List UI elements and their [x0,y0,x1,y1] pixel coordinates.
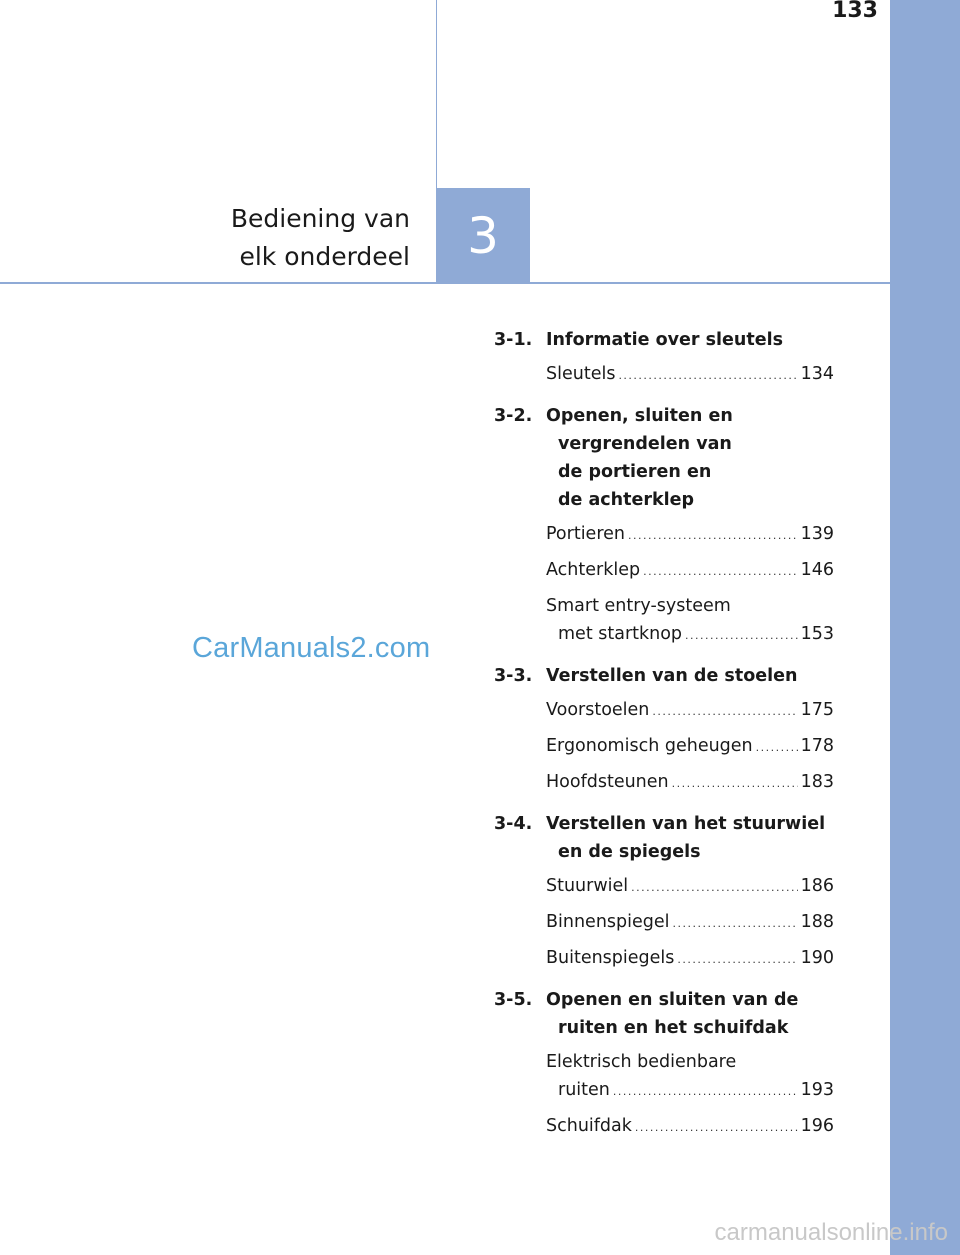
table-of-contents [494,326,834,1154]
toc-section-title [546,986,834,1042]
toc-section-title-line: vergrendelen van [558,434,732,454]
toc-entry-label: Ergonomisch geheugen [546,736,753,756]
toc-entry-leader-row [546,872,834,902]
toc-section-title-line: Informatie over sleutels [546,330,784,350]
toc-dot-leader [631,874,797,902]
toc-section-title-line: en de spiegels [558,842,701,862]
toc-entry[interactable] [546,908,834,938]
toc-entry-page: 186 [800,876,834,896]
toc-entry[interactable] [546,696,834,726]
toc-dot-leader [613,1078,798,1106]
toc-section [494,326,834,390]
toc-entry-page: 134 [800,364,834,384]
chapter-title-line: elk onderdeel [239,242,410,271]
toc-entry-leader-row [546,944,834,974]
toc-entry-label: Sleutels [546,364,616,384]
toc-entry[interactable] [546,520,834,550]
toc-entry-label: Portieren [546,524,625,544]
toc-entry-page: 146 [800,560,834,580]
toc-entry-leader-row [546,360,834,390]
chapter-number-box [436,188,530,283]
toc-section-heading[interactable] [494,662,834,690]
toc-entry-leader-row [546,620,834,650]
toc-entry-leader-row [546,520,834,550]
toc-entry-label: Achterklep [546,560,641,580]
toc-dot-leader [673,910,798,938]
toc-dot-leader [672,770,798,798]
toc-dot-leader [685,622,798,650]
toc-section-number: 3-2. [494,406,533,426]
toc-entry[interactable] [546,1112,834,1142]
toc-entry-page: 153 [800,624,834,644]
toc-section-title-line: de achterklep [558,490,695,510]
toc-entry-leader-row [546,768,834,798]
toc-dot-leader [677,946,797,974]
toc-dot-leader [635,1114,798,1142]
toc-section-title [546,402,834,514]
toc-entry-leader-row [546,908,834,938]
toc-entry[interactable] [546,360,834,390]
toc-dot-leader [652,698,797,726]
footer-watermark: carmanualsonline.info [714,1219,948,1246]
toc-entry-label: Smart entry-systeem [546,596,731,616]
chapter-side-band [890,0,960,1255]
toc-entry-label: Stuurwiel [546,876,629,896]
toc-dot-leader [756,734,798,762]
toc-section [494,810,834,974]
toc-section-title-line: de portieren en [558,462,712,482]
toc-entry-page: 183 [800,772,834,792]
toc-section-heading[interactable] [494,810,834,866]
watermark-logo: CarManuals2.com [192,632,431,664]
toc-entry-label: Schuifdak [546,1116,632,1136]
toc-section [494,662,834,798]
toc-entry-page: 175 [800,700,834,720]
toc-entry-leader-row [546,556,834,586]
toc-section-title [546,662,834,690]
toc-entry-leader-row [546,1076,834,1106]
toc-entry-page: 196 [800,1116,834,1136]
toc-entry[interactable] [546,1048,834,1106]
toc-dot-leader [643,558,798,586]
toc-entry-page: 139 [800,524,834,544]
toc-entry-label: Binnenspiegel [546,912,670,932]
toc-entry-label: ruiten [558,1080,610,1100]
toc-section-number: 3-1. [494,330,533,350]
toc-entry[interactable] [546,944,834,974]
toc-section [494,986,834,1142]
toc-section-title-line: ruiten en het schuifdak [558,1018,789,1038]
toc-entry-leader-row [546,732,834,762]
toc-section-title-line: Openen, sluiten en [546,406,733,426]
toc-section-heading[interactable] [494,986,834,1042]
toc-section-number: 3-5. [494,990,533,1010]
toc-section-title-line: Verstellen van de stoelen [546,666,798,686]
chapter-number: 3 [467,206,499,265]
toc-entry-label: Buitenspiegels [546,948,675,968]
toc-entry[interactable] [546,592,834,650]
toc-entry[interactable] [546,556,834,586]
toc-entry-page: 188 [800,912,834,932]
toc-section-number: 3-4. [494,814,533,834]
toc-entry-label: Hoofdsteunen [546,772,669,792]
toc-entry-label: Elektrisch bedienbare [546,1052,737,1072]
toc-entry-leader-row [546,1112,834,1142]
toc-section-title-line: Openen en sluiten van de [546,990,799,1010]
toc-section-title [546,810,834,866]
toc-section-heading[interactable] [494,402,834,514]
toc-section-title [546,326,834,354]
toc-entry[interactable] [546,732,834,762]
toc-dot-leader [618,362,797,390]
toc-section-heading[interactable] [494,326,834,354]
toc-section [494,402,834,650]
toc-entry-page: 190 [800,948,834,968]
toc-entry[interactable] [546,768,834,798]
toc-section-title-line: Verstellen van het stuurwiel [546,814,826,834]
toc-dot-leader [628,522,798,550]
page-number: 133 [832,0,878,23]
toc-entry-page: 193 [800,1080,834,1100]
toc-entry-label: met startknop [558,624,683,644]
chapter-title [110,200,410,276]
toc-section-number: 3-3. [494,666,533,686]
chapter-title-line: Bediening van [230,204,410,233]
toc-entry-page: 178 [800,736,834,756]
toc-entry-leader-row [546,696,834,726]
toc-entry[interactable] [546,872,834,902]
toc-entry-label: Voorstoelen [546,700,650,720]
